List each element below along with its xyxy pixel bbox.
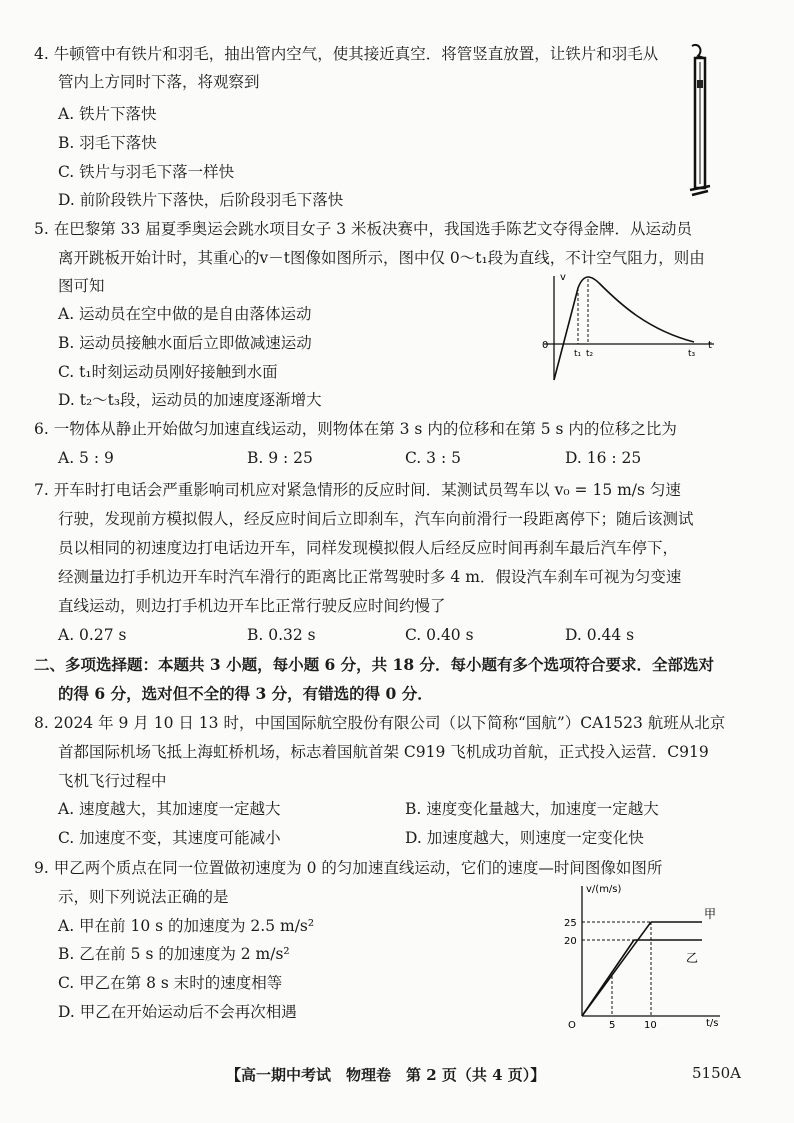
q6-option-a: A. 5 : 9 <box>58 449 114 467</box>
q9-stem-line-1: 9. 甲乙两个质点在同一位置做初速度为 0 的匀加速直线运动，它们的速度—时间图像如图所 <box>34 859 663 877</box>
q9-option-b: B. 乙在前 5 s 的加速度为 2 m/s² <box>58 945 290 963</box>
q8-option-d: D. 加速度越大，则速度一定变化快 <box>405 829 644 847</box>
q9-yi-line <box>582 940 634 1016</box>
q9-stem-line-2: 示，则下列说法正确的是 <box>58 888 229 906</box>
q5-v-label: v <box>560 272 566 283</box>
page-footer-title: 【高一期中考试 物理卷 第 2 页（共 4 页）】 <box>226 1066 546 1084</box>
q5-stem-line-1: 5. 在巴黎第 33 届夏季奥运会跳水项目女子 3 米板决赛中，我国选手陈艺文夺得金牌．从运动员 <box>34 220 693 238</box>
q7-option-d: D. 0.44 s <box>565 626 635 644</box>
q4-option-c: C. 铁片与羽毛下落一样快 <box>58 163 235 181</box>
q7-option-b: B. 0.32 s <box>247 626 316 644</box>
q4-option-d: D. 前阶段铁片下落快，后阶段羽毛下落快 <box>58 191 344 209</box>
q9-yi-label: 乙 <box>686 951 699 965</box>
q5-stem-line-3: 图可知 <box>58 277 105 295</box>
q8-option-a: A. 速度越大，其加速度一定越大 <box>58 800 281 818</box>
q9-tick-25: 25 <box>564 918 577 929</box>
q9-origin-label: O <box>568 1020 576 1031</box>
q8-option-c: C. 加速度不变，其速度可能减小 <box>58 829 281 847</box>
q6-option-c: C. 3 : 5 <box>405 449 461 467</box>
q5-t2-label: t₂ <box>586 349 594 359</box>
q8-stem-line-3: 飞机飞行过程中 <box>58 772 167 790</box>
q9-option-a: A. 甲在前 10 s 的加速度为 2.5 m/s² <box>58 917 315 935</box>
q9-option-d: D. 甲乙在开始运动后不会再次相遇 <box>58 1003 297 1021</box>
q5-option-c: C. t₁时刻运动员刚好接触到水面 <box>58 363 278 381</box>
q7-stem-line-4: 经测量边打手机边开车时汽车滑行的距离比正常驾驶时多 4 m．假设汽车刹车可视为匀变速 <box>58 568 682 586</box>
q5-vt-curve <box>554 277 694 380</box>
q9-tick-20: 20 <box>564 936 577 947</box>
q5-option-b: B. 运动员接触水面后立即做减速运动 <box>58 334 312 352</box>
newton-tube-illustration <box>686 40 716 200</box>
q5-stem-line-2: 离开跳板开始计时，其重心的v－t图像如图所示，图中仅 0～t₁段为直线，不计空气阻力，则由 <box>58 249 705 267</box>
q8-stem-line-1: 8. 2024 年 9 月 10 日 13 时，中国国际航空股份有限公司（以下简称“国航”）CA1523 航班从北京 <box>34 714 726 732</box>
q5-vt-graph <box>538 268 718 384</box>
q5-origin-label: 0 <box>542 340 549 351</box>
q9-vt-graph <box>556 880 726 1032</box>
q8-option-b: B. 速度变化量越大，加速度一定越大 <box>405 800 659 818</box>
q5-t-label: t <box>708 340 712 351</box>
q5-option-a: A. 运动员在空中做的是自由落体运动 <box>58 305 312 323</box>
q7-stem-line-5: 直线运动，则边打手机边开车比正常行驶反应时间约慢了 <box>58 597 446 615</box>
q9-x-axis-label: t/s <box>706 1018 719 1029</box>
page-footer-code: 5150A <box>692 1064 742 1082</box>
q5-t3-label: t₃ <box>688 349 696 359</box>
q4-stem-line-2: 管内上方同时下落，将观察到 <box>58 73 260 91</box>
section-2-heading: 二、多项选择题：本题共 3 小题，每小题 6 分，共 18 分．每小题有多个选项符合要求．全部选对 <box>34 655 715 674</box>
q5-t1-label: t₁ <box>574 349 582 359</box>
section-2-rules: 的得 6 分，选对但不全的得 3 分，有错选的得 0 分． <box>58 684 433 703</box>
q9-option-c: C. 甲乙在第 8 s 末时的速度相等 <box>58 974 283 992</box>
q6-option-d: D. 16 : 25 <box>565 449 642 467</box>
q7-option-a: A. 0.27 s <box>58 626 127 644</box>
q4-option-a: A. 铁片下落快 <box>58 105 157 123</box>
q9-tick-5: 5 <box>609 1020 616 1031</box>
q5-option-d: D. t₂～t₃段，运动员的加速度逐渐增大 <box>58 391 322 409</box>
q6-option-b: B. 9 : 25 <box>247 449 313 467</box>
q9-jia-label: 甲 <box>704 907 717 921</box>
q6-stem: 6. 一物体从静止开始做匀加速直线运动，则物体在第 3 s 内的位移和在第 5 s 内的位移之比为 <box>34 420 677 438</box>
q7-stem-line-3: 员以相同的初速度边打电话边开车，同样发现模拟假人后经反应时间再刹车最后汽车停下， <box>58 539 679 557</box>
q7-stem-line-2: 行驶，发现前方模拟假人，经反应时间后立即刹车，汽车向前滑行一段距离停下；随后该测试 <box>58 510 694 528</box>
q8-stem-line-2: 首都国际机场飞抵上海虹桥机场，标志着国航首架 C919 飞机成功首航，正式投入运营．C919 <box>58 743 709 761</box>
q7-stem-line-1: 7. 开车时打电话会严重影响司机应对紧急情形的反应时间．某测试员驾车以 v₀ = 15 m/s 匀速 <box>34 481 681 499</box>
q9-y-axis-label: v/(m/s) <box>586 884 622 895</box>
q4-stem-line-1: 4. 牛顿管中有铁片和羽毛，抽出管内空气，使其接近真空．将管竖直放置，让铁片和羽毛从 <box>34 45 659 63</box>
q4-option-b: B. 羽毛下落快 <box>58 134 157 152</box>
q9-tick-10: 10 <box>644 1020 657 1031</box>
q7-option-c: C. 0.40 s <box>405 626 474 644</box>
